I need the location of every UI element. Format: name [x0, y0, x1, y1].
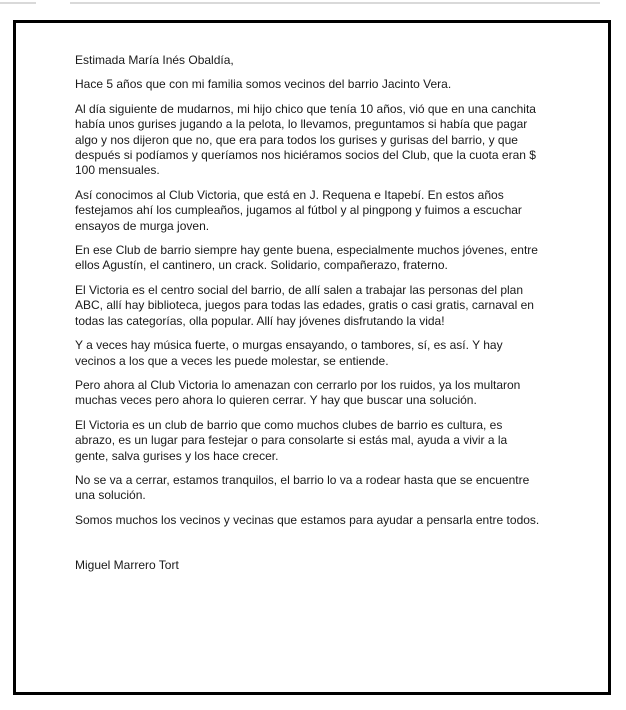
letter-paragraph-9: No se va a cerrar, estamos tranquilos, el barrio lo va a rodear hasta que se encuentre una solución.	[75, 472, 530, 503]
top-divider-right	[70, 2, 600, 4]
letter-paragraph-6: Y a veces hay música fuerte, o murgas ensayando, o tambores, sí, es así. Y hay vecinos a los que a veces les puede molestar, se entiende.	[75, 338, 503, 368]
letter-paragraph-8: El Victoria es un club de barrio que como muchos clubes de barrio es cultura, es abrazo, es un lugar para festejar o para consolarte si estás mal, ayuda a vivir a la gente, salva gurises y los hace crecer.	[75, 417, 508, 463]
letter-paragraph-1: Hace 5 años que con mi familia somos vecinos del barrio Jacinto Vera.	[75, 77, 452, 92]
letter-paragraph-10: Somos muchos los vecinos y vecinas que estamos para ayudar a pensarla entre todos.	[75, 512, 540, 527]
top-divider-left	[0, 2, 36, 4]
letter-paragraph-4: En ese Club de barrio siempre hay gente buena, especialmente muchos jóvenes, entre ellos Agustín, el cantinero, un crack. Solidario, compañerazo, fraterno.	[75, 243, 538, 273]
letter-paragraph-2: Al día siguiente de mudarnos, mi hijo chico que tenía 10 años, vió que en una canchita había unos gurises jugando a la pelota, lo llevamos, preguntamos si había que pagar algo y nos dijeron que no, que era para todos los gurises y gurisas del barrio, y que después si podíamos y queríamos nos hiciéramos socios del Club, que la cuota eran $ 100 mensuales.	[75, 101, 536, 178]
letter-signature: Miguel Marrero Tort	[75, 558, 179, 573]
letter-paragraph-5: El Victoria es el centro social del barrio, de allí salen a trabajar las personas del plan ABC, allí hay biblioteca, juegos para todas las edades, gratis o casi gratis, carnaval en todas las categorías, olla popular. Allí hay jóvenes disfrutando la vida!	[75, 282, 534, 328]
letter-greeting: Estimada María Inés Obaldía,	[75, 53, 234, 67]
letter-paragraph-7: Pero ahora al Club Victoria lo amenazan con cerrarlo por los ruidos, ya los multaron muchas veces pero ahora lo quieren cerrar. Y hay que buscar una solución.	[75, 377, 521, 408]
letter-body	[75, 53, 543, 583]
letter-paragraph-3: Así conocimos al Club Victoria, que está en J. Requena e Itapebí. En estos años festejamos ahí los cumpleaños, jugamos al fútbol y al pingpong y fuimos a escuchar ensayos de murga joven.	[75, 187, 522, 233]
